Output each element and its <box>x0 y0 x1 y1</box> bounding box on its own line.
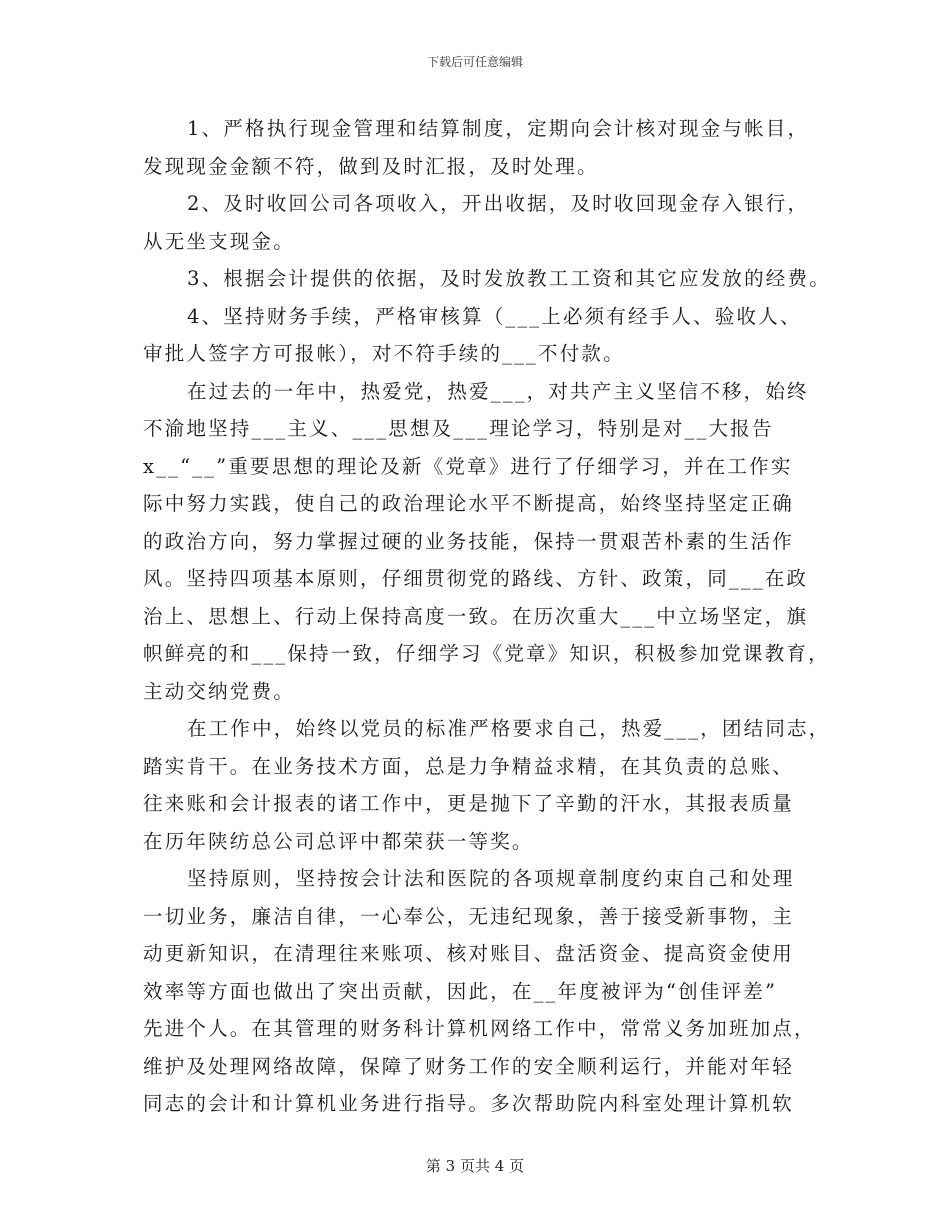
text-line: 3、根据会计提供的依据，及时发放教工工资和其它应发放的经费。 <box>187 267 831 290</box>
text-line: 2、及时收回公司各项收入，开出收据，及时收回现金存入银行， <box>187 192 810 215</box>
text-line: 帜鲜亮的和___保持一致，仔细学习《党章》知识，积极参加党课教育， <box>143 642 830 665</box>
text-line: 发现现金金额不符，做到及时汇报，及时处理。 <box>143 154 599 178</box>
text-line: 一切业务，廉洁自律，一心奉公，无违纪现象，善于接受新事物，主 <box>143 904 795 928</box>
text-line: 维护及处理网络故障，保障了财务工作的安全顺利运行，并能对年轻 <box>143 1054 795 1078</box>
text-line: 风。坚持四项基本原则，仔细贯彻党的路线、方针、政策，同___在政 <box>143 567 809 590</box>
text-line: 在工作中，始终以党员的标准严格要求自己，热爱___，团结同志， <box>187 717 831 740</box>
text-line: 1、严格执行现金管理和结算制度，定期向会计核对现金与帐目， <box>187 117 810 140</box>
text-line: x__“__”重要思想的理论及新《党章》进行了仔细学习，并在工作实 <box>143 454 793 478</box>
text-line: 先进个人。在其管理的财务科计算机网络工作中，常常义务加班加点， <box>143 1017 816 1040</box>
document-body <box>143 110 831 1123</box>
text-line: 往来账和会计报表的诸工作中，更是抛下了辛勤的汗水，其报表质量 <box>143 792 795 815</box>
text-line: 治上、思想上、行动上保持高度一致。在历次重大___中立场坚定，旗 <box>143 604 809 628</box>
text-line: 4、坚持财务手续，严格审核算（___上必须有经手人、验收人、 <box>187 304 802 328</box>
text-line: 踏实肯干。在业务技术方面，总是力争精益求精，在其负责的总账、 <box>143 754 795 778</box>
text-line: 从无坐支现金。 <box>143 229 295 253</box>
text-line: 在历年陕纺总公司总评中都荣获一等奖。 <box>143 829 534 853</box>
text-line: 的政治方向，努力掌握过硬的业务技能，保持一贯艰苦朴素的生活作 <box>143 529 795 553</box>
text-line: 主动交纳党费。 <box>143 679 295 703</box>
text-line: 坚持原则，坚持按会计法和医院的各项规章制度约束自己和处理 <box>187 867 795 890</box>
page-header-note: 下载后可任意编辑 <box>426 55 523 69</box>
text-line: 际中努力实践，使自己的政治理论水平不断提高，始终坚持坚定正确 <box>143 492 795 515</box>
text-line: 同志的会计和计算机业务进行指导。多次帮助院内科室处理计算机软 <box>143 1092 795 1115</box>
text-line: 不渝地坚持___主义、___思想及___理论学习，特别是对__大报告 <box>143 417 774 440</box>
text-line: 效率等方面也做出了突出贡献，因此，在__年度被评为“创佳评差” <box>143 979 778 1003</box>
text-line: 在过去的一年中，热爱党，热爱___，对共产主义坚信不移，始终 <box>187 379 809 403</box>
text-line: 审批人签字方可报帐），对不符手续的___不付款。 <box>143 342 625 365</box>
text-line: 动更新知识，在清理往来账项、核对账目、盘活资金、提高资金使用 <box>143 942 795 965</box>
page-number: 第 3 页共 4 页 <box>425 1157 525 1175</box>
